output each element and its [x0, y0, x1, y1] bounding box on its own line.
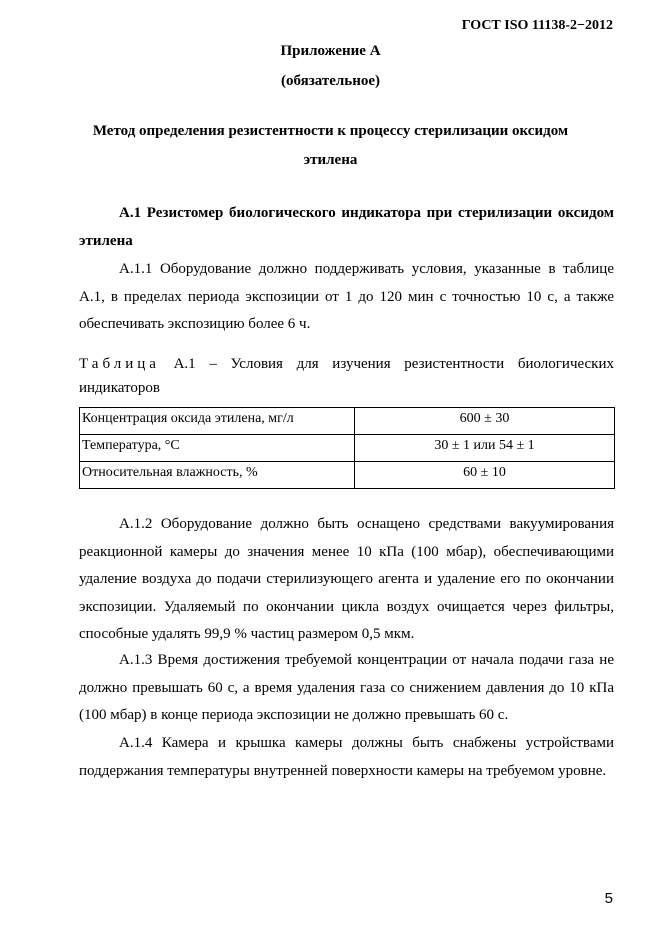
paragraph-a1-4: А.1.4 Камера и крышка камеры должны быть снабжены устройствами поддержания температуры внутренней поверхности камеры на требуемом уровне. [79, 735, 614, 779]
table-row [80, 462, 615, 489]
page-number: 5 [604, 890, 613, 907]
table-caption-text: А.1 – Условия для изучения резистентности биологических индикаторов [79, 356, 614, 396]
table-row [80, 408, 615, 435]
method-title-line-1: Метод определения резистентности к процессу стерилизации оксидом [92, 123, 569, 139]
paragraph-a1-1: А.1.1 Оборудование должно поддерживать условия, указанные в таблице А.1, в пределах периода экспозиции от 1 до 120 мин с точностью 10 с, а также обеспечивать экспозицию более 6 ч. [79, 261, 614, 332]
table-caption [79, 352, 614, 400]
table-cell-value: 60 ± 10 [355, 462, 615, 489]
paragraph-a1-3: А.1.3 Время достижения требуемой концентрации от начала подачи газа не должно превышать 60 с, а время удаления газа со снижением давления до 10 кПа (100 мбар) в конце периода экспозиции не должно превышать 60 с. [79, 652, 614, 723]
appendix-status: (обязательное) [280, 73, 381, 89]
document-standard-code: ГОСТ ISO 11138-2−2012 [461, 18, 613, 33]
table-cell-value: 30 ± 1 или 54 ± 1 [355, 435, 615, 462]
conditions-table [79, 407, 615, 489]
table-cell-parameter: Относительная влажность, % [80, 462, 355, 489]
table-row [80, 435, 615, 462]
method-title-line-2: этилена [303, 152, 358, 168]
table-caption-label: Таблица [79, 356, 160, 372]
table-cell-value: 600 ± 30 [355, 408, 615, 435]
section-a1-heading: А.1 Резистомер биологического индикатора при стерилизации оксидом этилена [79, 205, 614, 249]
paragraph-a1-2: А.1.2 Оборудование должно быть оснащено средствами вакуумирования реакционной камеры до значения менее 10 кПа (100 мбар), обеспечивающими удаление воздуха до подачи стерилизующего агента и удаление его по окончании экспозиции. Удаляемый по окончании цикла воздух очищается через фильтры, способные удалять 99,9 % частиц размером 0,5 мкм. [79, 516, 614, 642]
table-cell-parameter: Температура, °С [80, 435, 355, 462]
appendix-title: Приложение А [280, 43, 381, 59]
table-cell-parameter: Концентрация оксида этилена, мг/л [80, 408, 355, 435]
